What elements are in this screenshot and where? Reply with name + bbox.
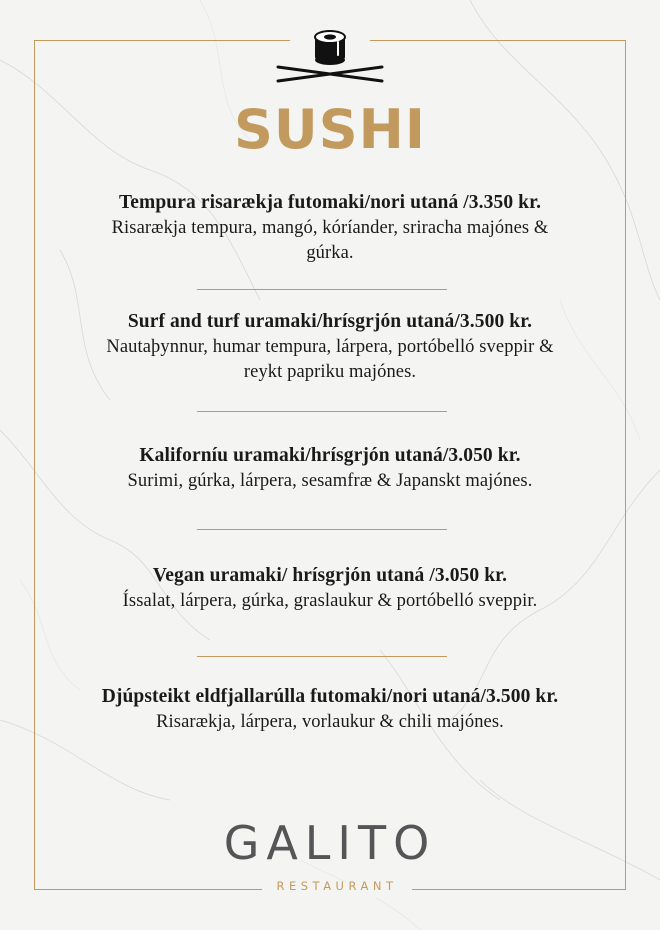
- menu-item: [0, 309, 660, 385]
- brand-subtitle: RESTAURANT: [276, 879, 398, 893]
- divider: [197, 656, 447, 657]
- divider: [197, 289, 447, 290]
- menu-item: [0, 684, 660, 735]
- menu-item-description: Risarækja, lárpera, vorlaukur & chili majónes.: [156, 712, 504, 732]
- divider: [197, 529, 447, 530]
- menu-item-name: Kaliforníu uramaki/hrísgrjón utaná/3.050 kr.: [139, 445, 521, 466]
- brand-logo: GALITO: [223, 816, 437, 870]
- menu-item-name: Surf and turf uramaki/hrísgrjón utaná/3.500 kr.: [127, 311, 533, 332]
- menu-item-name: Djúpsteikt eldfjallarúlla futomaki/nori utaná/3.500 kr.: [101, 686, 559, 707]
- menu-item: [0, 190, 660, 266]
- menu-item-name: Vegan uramaki/ hrísgrjón utaná /3.050 kr.: [152, 565, 508, 586]
- menu-item: [0, 563, 660, 614]
- divider: [197, 411, 447, 412]
- menu-item-description: Nautaþynnur, humar tempura, lárpera, portóbelló sveppir & reykt papriku majónes.: [106, 337, 554, 382]
- menu-item-description: Risarækja tempura, mangó, kóríander, sriracha majónes & gúrka.: [111, 218, 549, 263]
- menu-item: [0, 443, 660, 494]
- menu-item-name: Tempura risarækja futomaki/nori utaná /3.350 kr.: [118, 192, 542, 213]
- sushi-roll-chopsticks-icon: [272, 28, 388, 86]
- menu-item-description: Íssalat, lárpera, gúrka, graslaukur & portóbelló sveppir.: [122, 591, 538, 611]
- menu-item-description: Surimi, gúrka, lárpera, sesamfræ & Japanskt majónes.: [127, 471, 533, 491]
- menu-title: SUSHI: [234, 98, 426, 161]
